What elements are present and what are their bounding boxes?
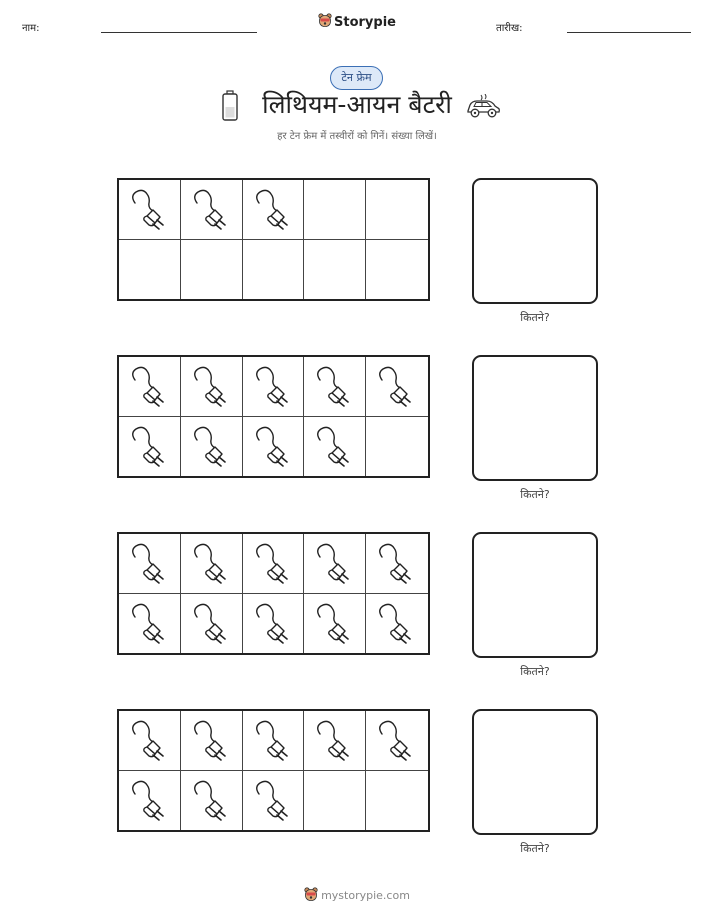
frame-cell bbox=[181, 711, 243, 771]
answer-label: कितने? bbox=[520, 842, 550, 855]
frame-cell bbox=[243, 180, 305, 240]
answer-box[interactable] bbox=[472, 178, 598, 304]
frame-cell bbox=[243, 594, 305, 654]
answer-box[interactable] bbox=[472, 532, 598, 658]
frame-cell bbox=[366, 180, 428, 240]
frame-cell bbox=[119, 711, 181, 771]
frame-cell bbox=[366, 417, 428, 477]
frame-cell bbox=[243, 417, 305, 477]
frame-cell bbox=[119, 240, 181, 300]
frame-cell bbox=[304, 534, 366, 594]
frame-cell bbox=[366, 594, 428, 654]
frame-cell bbox=[243, 534, 305, 594]
frame-cell bbox=[181, 594, 243, 654]
frame-cell bbox=[181, 240, 243, 300]
answer-label: कितने? bbox=[520, 488, 550, 501]
frame-cell bbox=[304, 180, 366, 240]
answer-label: कितने? bbox=[520, 311, 550, 324]
frame-cell bbox=[119, 534, 181, 594]
car-icon bbox=[465, 94, 501, 124]
footer bbox=[0, 887, 714, 905]
frame-cell bbox=[181, 417, 243, 477]
answer-box[interactable] bbox=[472, 709, 598, 835]
bear-logo-icon bbox=[304, 887, 318, 905]
frame-cell bbox=[243, 771, 305, 831]
ten-frame bbox=[117, 532, 430, 655]
frame-cell bbox=[304, 357, 366, 417]
bear-logo-icon bbox=[318, 13, 332, 32]
frame-cell bbox=[366, 534, 428, 594]
frame-cell bbox=[366, 357, 428, 417]
brand-name: Storypie bbox=[334, 15, 396, 30]
frame-cell bbox=[304, 711, 366, 771]
frame-cell bbox=[119, 180, 181, 240]
footer-site: mystorypie.com bbox=[321, 889, 410, 902]
frame-cell bbox=[181, 180, 243, 240]
frame-cell bbox=[181, 771, 243, 831]
frame-cell bbox=[243, 240, 305, 300]
name-label: नाम: bbox=[22, 23, 40, 34]
frame-cell bbox=[119, 594, 181, 654]
frame-cell bbox=[243, 711, 305, 771]
frame-cell bbox=[181, 357, 243, 417]
frame-cell bbox=[366, 711, 428, 771]
frame-cell bbox=[119, 771, 181, 831]
ten-frame bbox=[117, 355, 430, 478]
page-title: लिथियम-आयन बैटरी bbox=[262, 90, 452, 119]
answer-box[interactable] bbox=[472, 355, 598, 481]
frame-cell bbox=[119, 417, 181, 477]
date-label: तारीख: bbox=[496, 23, 523, 34]
brand bbox=[0, 13, 714, 32]
frame-cell bbox=[304, 417, 366, 477]
frame-cell bbox=[304, 594, 366, 654]
name-line[interactable] bbox=[101, 32, 257, 33]
instruction-text: हर टेन फ्रेम में तस्वीरों को गिनें। संख्या लिखें। bbox=[277, 131, 437, 142]
frame-cell bbox=[181, 534, 243, 594]
frame-cell bbox=[366, 240, 428, 300]
frame-cell bbox=[304, 240, 366, 300]
title-badge: टेन फ्रेम bbox=[330, 66, 383, 90]
date-line[interactable] bbox=[567, 32, 691, 33]
answer-label: कितने? bbox=[520, 665, 550, 678]
frame-cell bbox=[243, 357, 305, 417]
ten-frame bbox=[117, 709, 430, 832]
frame-cell bbox=[366, 771, 428, 831]
frame-cell bbox=[304, 771, 366, 831]
frame-cell bbox=[119, 357, 181, 417]
ten-frame bbox=[117, 178, 430, 301]
